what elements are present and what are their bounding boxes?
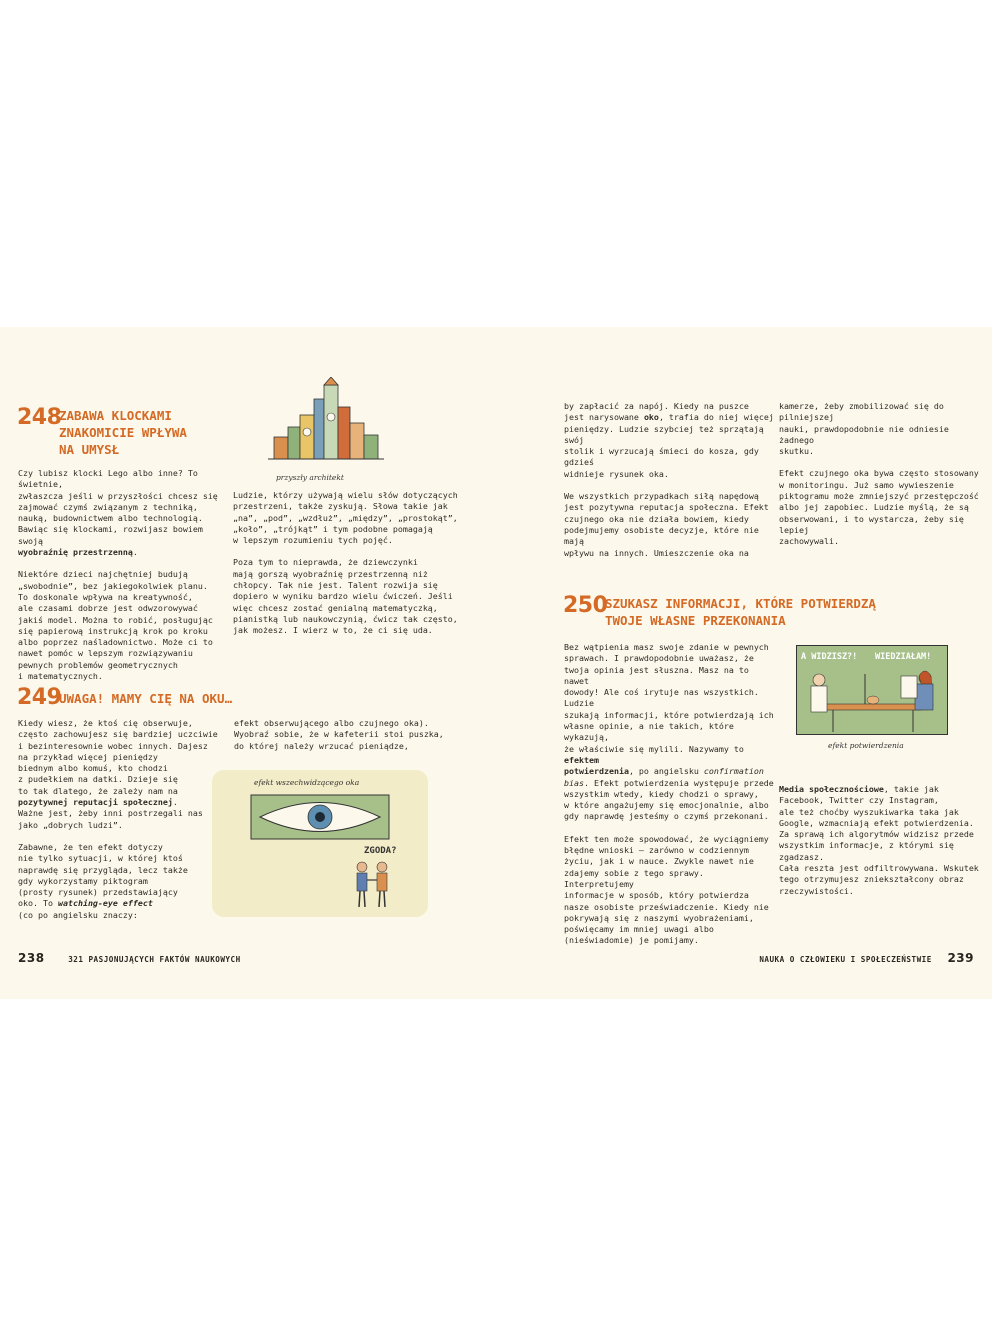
entry-title: ZABAWA KLOCKAMI ZNAKOMICIE WPŁYWA NA UMYSŁ: [59, 408, 187, 457]
book-title: 321 PASJONUJĄCYCH FAKTÓW NAUKOWYCH: [68, 955, 241, 964]
paragraph: Czy lubisz klocki Lego albo inne? To świetnie, zwłaszcza jeśli w przyszłości chcesz się zajmować czymś związanym z techniką, nauką, budownictwem albo technologią. Bawiąc się klockami, rozwijasz bowiem swoją wyobraźnię przestrzenną.: [18, 468, 218, 558]
people-shaking-hands-image: [350, 860, 396, 910]
speech-right: WIEDZIAŁAM!: [875, 652, 932, 662]
eye-icon: [250, 794, 390, 840]
paragraph: Bez wątpienia masz swoje zdanie w pewnych sprawach. I prawdopodobnie uważasz, że twoja opinia jest słuszna. Masz na to nawet dowody! Ale coś irytuje nas wszystkich. Ludzie szukają informacji, które potwierdzają ich własne opinie, a nie takich, które wykazują, że właściwie się mylili. Nazywamy to efektem potwierdzenia, po angielsku confirmation bias. Efekt potwierdzenia występuje przede wszystkim wtedy, kiedy chodzi o sprawy, w które angażujemy się emocjonalnie, albo gdy naprawdę jesteśmy o czymś przekonani.: [564, 642, 774, 822]
continued-column-2: [779, 401, 979, 548]
illustration-caption: przyszły architekt: [276, 473, 344, 482]
right-footer: [759, 947, 974, 966]
paragraph: Zabawne, że ten efekt dotyczy nie tylko sytuacji, w której ktoś naprawdę się przygląda, lecz także gdy wykorzystamy piktogram (prosty rysunek) przedstawiający oko. To watching-eye effect (co po angielsku znaczy:: [18, 841, 188, 920]
paragraph: Efekt czujnego oka bywa często stosowany w monitoringu. Już samo wywieszenie piktogramu może zmniejszyć przestępczość albo jej zapobiec. Ludzie myślą, że są obserwowani, i to wystarcza, żeby się lepiej zachowywali.: [779, 468, 979, 547]
paragraph: Kiedy wiesz, że ktoś cię obserwuje, często zachowujesz się bardziej uczciwie i bezinteresownie wobec innych. Dajesz na przykład więcej pieniędzy biednym albo komuś, kto chodzi z pudełkiem na datki. Dzieje się to tak dlatego, że zależy nam na pozytywnej reputacji społecznej. Ważne jest, żeby inni postrzegali nas jako „dobrych ludzi”.: [18, 718, 218, 830]
paragraph: Ludzie, którzy używają wielu słów dotyczących przestrzeni, także zyskują. Słowa takie jak „na”, „pod”, „wzdłuż”, „między”, „prostokąt”, „koło”, „trójkąt” i tym podobne pomagają w lepszym rozumieniu tych pojęć.: [233, 490, 458, 546]
page-number: 238: [18, 951, 45, 965]
paragraph: Media społecznościowe, takie jak Facebook, Twitter czy Instagram, ale też choćby wyszukiwarka taka jak Google, wzmacniają efekt potwierdzenia. Za sprawą ich algorytmów widzisz przede wszystkim informacje, z którymi się zgadzasz. Cała reszta jest odfiltrowywana. Wskutek tego otrzymujesz zniekształcony obraz rzeczywistości.: [779, 784, 979, 896]
entry-number: 248: [17, 405, 62, 430]
blocks-illustration: [266, 377, 386, 487]
entry-title: UWAGA! MAMY CIĘ NA OKU…: [59, 691, 233, 706]
entry-250-column-1: [564, 642, 774, 947]
entry-number: 249: [17, 685, 62, 710]
entry-248-column-2: [233, 490, 458, 637]
continued-column-1: [564, 401, 774, 559]
entry-249-column-2: [234, 718, 454, 752]
paragraph: efekt obserwującego albo czujnego oka). Wyobraź sobie, że w kafeterii stoi puszka, do której należy wrzucać pieniądze,: [234, 718, 444, 751]
illustration-caption: efekt potwierdzenia: [828, 741, 904, 750]
two-people-reading-image: [797, 666, 947, 734]
page-number: 239: [947, 951, 974, 965]
paragraph: Poza tym to nieprawda, że dziewczynki mają gorszą wyobraźnię przestrzenną niż chłopcy. Tak nie jest. Talent rozwija się dopiero w wyniku bardzo wielu ćwiczeń. Jeśli więc chcesz zostać genialną matematyczką, pianistką lub naukowczynią, ćwicz tak często, jak możesz. I wierz w to, że ci się uda.: [233, 557, 458, 636]
paragraph: We wszystkich przypadkach siłą napędową jest pozytywna reputacja społeczna. Efekt czujnego oka nie działa bowiem, kiedy podejmujemy osobiste decyzje, które nie mają wpływu na innych. Umieszczenie oka na: [564, 491, 769, 558]
toy-blocks-image: [266, 377, 386, 472]
entry-250-column-2: [779, 784, 984, 897]
paragraph: Niektóre dzieci najchętniej budują „swobodnie”, bez jakiegokolwiek planu. To doskonale wpływa na kreatywność, ale czasami dobrze jest odwzorowywać jakiś model. Można to robić, posługując się papierową instrukcją krok po kroku albo poprzez naśladownictwo. Może ci to nawet pomóc w lepszym rozwiązywaniu pewnych problemów geometrycznych i matematycznych.: [18, 569, 213, 682]
eye-illustration: [212, 770, 428, 917]
paragraph: by zapłacić za napój. Kiedy na puszce jest narysowane oko, trafia do niej więcej pieniędzy. Ludzie szybciej też sprzątają swój stolik i wyrzucają śmieci do kosza, gdy gdzieś widnieje rysunek oka.: [564, 401, 774, 479]
book-spread: [0, 327, 992, 999]
paragraph: Efekt ten może spowodować, że wyciągniemy błędne wnioski – zarówno w codziennym życiu, jak i w nauce. Zwykle nawet nie zdajemy sobie z tego sprawy. Interpretujemy informacje w sposób, który potwierdza nasze osobiste przeświadczenie. Kiedy nie pokrywają się z naszymi wyobrażeniami, poświęcamy im mniej uwagi albo (nieświadomie) je pomijamy.: [564, 833, 769, 946]
entry-number: 250: [563, 593, 608, 618]
entry-title: SZUKASZ INFORMACJI, KTÓRE POTWIERDZĄ TWOJE WŁASNE PRZEKONANIA: [605, 596, 876, 628]
entry-249-column-1: [18, 718, 218, 921]
confirmation-illustration: [796, 645, 948, 757]
illustration-panel: [796, 645, 948, 735]
speech-left: A WIDZISZ?!: [801, 652, 858, 662]
speech-text: ZGODA?: [364, 846, 397, 856]
entry-248-column-1: [18, 468, 223, 682]
illustration-caption: efekt wszechwidzącego oka: [254, 778, 360, 787]
section-title: NAUKA O CZŁOWIEKU I SPOŁECZEŃSTWIE: [759, 955, 932, 964]
paragraph: kamerze, żeby zmobilizować się do pilniejszej nauki, prawdopodobnie nie odniesie żadnego skutku.: [779, 401, 949, 457]
left-footer: [18, 947, 241, 966]
